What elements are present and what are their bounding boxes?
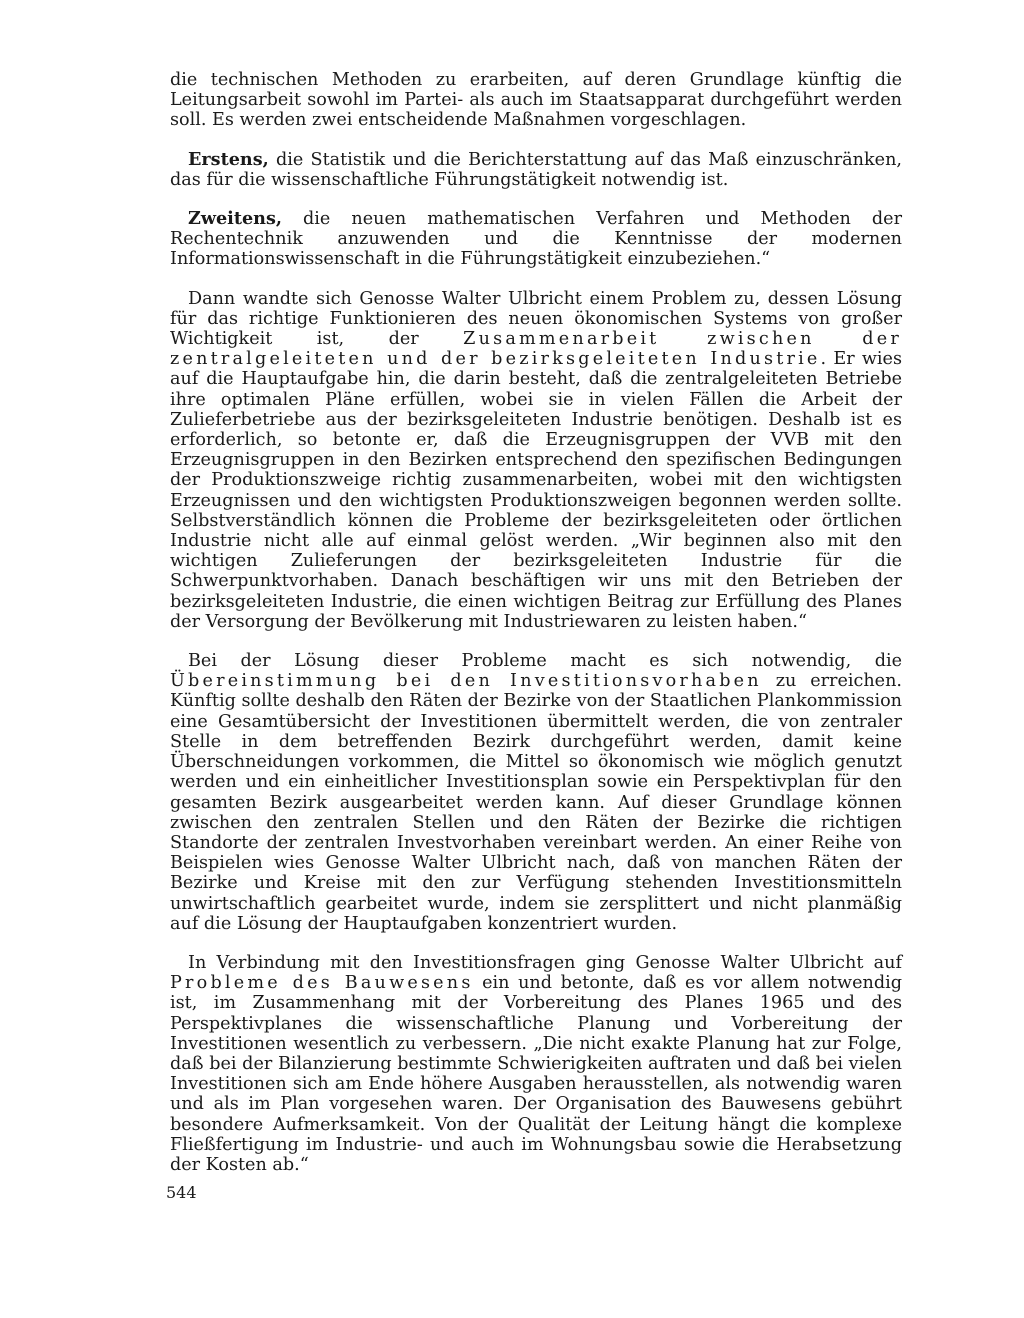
paragraph-4-emphasis: Zusammenarbeit zwischen der zentralgeleiteten und der bezirksgeleiteten Industrie [170, 329, 902, 370]
paragraph-6 [170, 953, 902, 1175]
paragraph-5-emphasis: Übereinstimmung bei den Investitionsvorhaben [170, 671, 762, 692]
paragraph-2-lead: Erstens, [188, 148, 269, 170]
paragraph-2-text: die Statistik und die Berichterstattung auf das Maß einzuschränken, das für die wissenschaftliche Führungstätigkeit notwendig ist. [170, 149, 902, 190]
paragraph-4-text-b: . Er wies auf die Hauptaufgabe hin, die darin besteht, daß die zentralgeleiteten Betriebe ihre optimalen Pläne erfüllen, wobei sie in vielen Fällen die Arbeit der Zulieferbetriebe aus der bezirksgeleiteten Industrie benötigen. Deshalb ist es erforderlich, so betonte er, daß die Erzeugnisgruppen der VVB mit den Erzeugnisgruppen in den Bezirken entsprechend den spezifischen Bedingungen der Produktionszweige richtig zusammenarbeiten, wobei mit den wichtigsten Erzeugnissen und den wichtigsten Produktionszweigen begonnen werden sollte. Selbstverständlich können die Probleme der bezirksgeleiteten oder örtlichen Industrie nicht alle auf einmal gelöst werden. „Wir beginnen also mit den wichtigen Zulieferungen der bezirksgeleiteten Industrie für die Schwerpunktvorhaben. Danach beschäftigen wir uns mit den Betrieben der bezirksgeleiteten Industrie, die einen wichtigen Beitrag zur Erfüllung des Planes der Versorgung der Bevölkerung mit Industriewaren zu leisten haben.“ [170, 349, 902, 632]
page-body [170, 70, 902, 1194]
paragraph-1 [170, 70, 902, 131]
page-number: 544 [166, 1183, 197, 1202]
paragraph-5 [170, 651, 902, 934]
paragraph-2 [170, 150, 902, 190]
paragraph-6-emphasis: Probleme des Bauwesens [170, 973, 474, 994]
paragraph-3-text: die neuen mathematischen Verfahren und Methoden der Rechentechnik anzuwenden und die Kenntnisse der modernen Informationswissenschaft in die Führungstätigkeit einzubeziehen.“ [170, 209, 902, 270]
paragraph-6-text-a: In Verbindung mit den Investitionsfragen ging Genosse Walter Ulbricht auf [188, 952, 902, 973]
paragraph-5-text-b: zu erreichen. Künftig sollte deshalb den Räten der Bezirke von der Staatlichen Plankommission eine Gesamtübersicht der Investitionen übermittelt werden, die von zentraler Stelle in dem betreffenden Bezirk durchgeführt werden, damit keine Überschneidungen vorkommen, die Mittel so ökonomisch wie möglich genutzt werden und ein einheitlicher Investitionsplan sowie ein Perspektivplan für den gesamten Bezirk ausgearbeitet werden kann. Auf dieser Grundlage können zwischen den zentralen Stellen und den Räten der Bezirke die richtigen Standorte der zentralen Investvorhaben vereinbart werden. An einer Reihe von Beispielen wies Genosse Walter Ulbricht nach, daß von manchen Räten der Bezirke und Kreise mit den zur Verfügung stehenden Investitionsmitteln unwirtschaftlich gearbeitet wurde, indem sie zersplittert und nicht planmäßig auf die Lösung der Hauptaufgaben konzentriert wurden. [170, 671, 903, 934]
paragraph-5-text-a: Bei der Lösung dieser Probleme macht es sich notwendig, die [188, 651, 902, 672]
paragraph-6-text-b: ein und betonte, daß es vor allem notwendig ist, im Zusammenhang mit der Vorbereitung des Planes 1965 und des Perspektivplanes die wissenschaftliche Planung und Vorbereitung der Investitionen wesentlich zu verbessern. „Die nicht exakte Planung hat zur Folge, daß bei der Bilanzierung bestimmte Schwierigkeiten auftraten und daß bei vielen Investitionen sich am Ende höhere Ausgaben herausstellen, als notwendig waren und als im Plan vorgesehen waren. Der Organisation des Bauwesens gebührt besondere Aufmerksamkeit. Von der Qualität der Leitung hängt die komplexe Fließfertigung im Industrie- und auch im Wohnungsbau sowie die Herabsetzung der Kosten ab.“ [170, 973, 902, 1175]
paragraph-3 [170, 209, 902, 270]
paragraph-4-text-a: Dann wandte sich Genosse Walter Ulbricht einem Problem zu, dessen Lösung für das richtige Funktionieren des neuen ökonomischen Systems von großer Wichtigkeit ist, der [170, 288, 902, 350]
paragraph-3-lead: Zweitens, [188, 208, 283, 230]
paragraph-4 [170, 289, 902, 632]
paragraph-1-text: die technischen Methoden zu erarbeiten, auf deren Grundlage künftig die Leitungsarbeit sowohl im Partei- als auch im Staatsapparat durchgeführt werden soll. Es werden zwei entscheidende Maßnahmen vorgeschlagen. [170, 70, 902, 131]
